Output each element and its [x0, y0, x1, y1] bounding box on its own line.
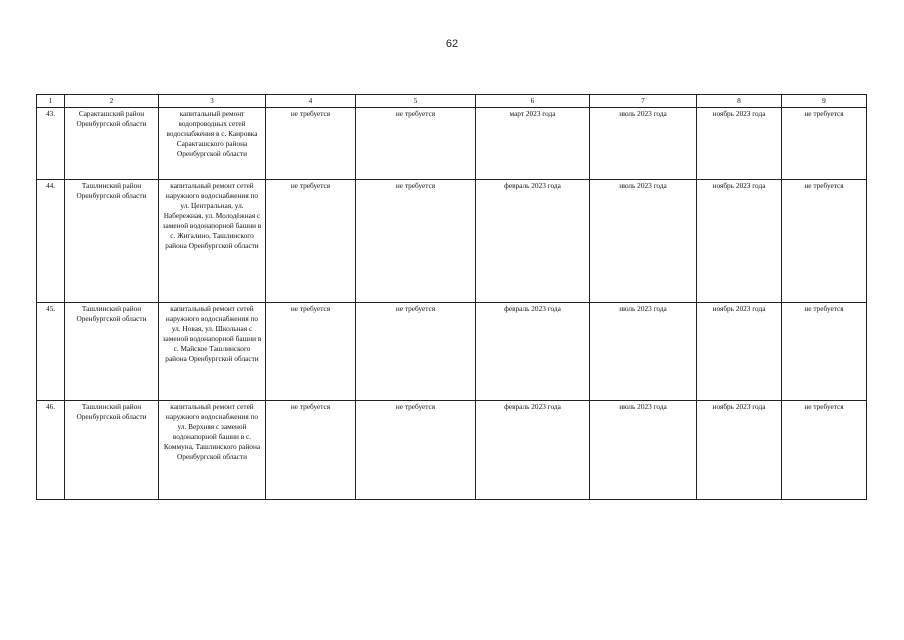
schedule-table [36, 94, 867, 500]
page-number: 62 [445, 38, 459, 50]
column-header: 7 [590, 95, 697, 108]
date-cell: ноябрь 2023 года [697, 108, 782, 180]
column-header: 3 [159, 95, 266, 108]
row-number: 45. [37, 303, 65, 401]
table-cell: не требуется [266, 303, 356, 401]
date-cell: ноябрь 2023 года [697, 401, 782, 500]
table-cell: не требуется [266, 108, 356, 180]
district-cell: Саракташский район Оренбургской области [65, 108, 159, 180]
row-number: 44. [37, 180, 65, 303]
date-cell: ноябрь 2023 года [697, 180, 782, 303]
date-cell: февраль 2023 года [476, 303, 590, 401]
table-cell: не требуется [356, 180, 476, 303]
table-cell: не требуется [782, 108, 867, 180]
work-description-cell: капитальный ремонт сетей наружного водоснабжения по ул. Центральная, ул. Набережная, ул. Молодёжная с заменой водонапорной башни в с. Жигалино, Ташлинского района Оренбургской области [159, 180, 266, 303]
column-header: 1 [37, 95, 65, 108]
table-row [37, 401, 867, 500]
table-cell: не требуется [356, 303, 476, 401]
row-number: 46. [37, 401, 65, 500]
date-cell: июль 2023 года [590, 108, 697, 180]
work-description-cell: капитальный ремонт сетей наружного водоснабжения по ул. Новая, ул. Школьная с заменой водонапорной башни в с. Майское Ташлинского района Оренбургской области [159, 303, 266, 401]
column-header: 2 [65, 95, 159, 108]
table-row [37, 303, 867, 401]
table-cell: не требуется [266, 180, 356, 303]
column-header: 4 [266, 95, 356, 108]
date-cell: февраль 2023 года [476, 180, 590, 303]
column-header: 5 [356, 95, 476, 108]
date-cell: июль 2023 года [590, 401, 697, 500]
table-cell: не требуется [782, 180, 867, 303]
column-header: 8 [697, 95, 782, 108]
date-cell: февраль 2023 года [476, 401, 590, 500]
table-row [37, 180, 867, 303]
district-cell: Ташлинский район Оренбургской области [65, 401, 159, 500]
table-cell: не требуется [782, 401, 867, 500]
district-cell: Ташлинский район Оренбургской области [65, 303, 159, 401]
date-cell: июль 2023 года [590, 180, 697, 303]
column-header: 6 [476, 95, 590, 108]
table-cell: не требуется [356, 401, 476, 500]
row-number: 43. [37, 108, 65, 180]
district-cell: Ташлинский район Оренбургской области [65, 180, 159, 303]
header-row [37, 95, 867, 108]
table-cell: не требуется [266, 401, 356, 500]
date-cell: июль 2023 года [590, 303, 697, 401]
work-description-cell: капитальный ремонт водопроводных сетей водоснабжения в с. Каировка Саракташского района Оренбургской области [159, 108, 266, 180]
work-description-cell: капитальный ремонт сетей наружного водоснабжения по ул. Верхняя с заменой водонапорной башни в с. Коммуна, Ташлинского района Оренбургской области [159, 401, 266, 500]
date-cell: март 2023 года [476, 108, 590, 180]
table-row [37, 108, 867, 180]
date-cell: ноябрь 2023 года [697, 303, 782, 401]
column-header: 9 [782, 95, 867, 108]
table-cell: не требуется [782, 303, 867, 401]
table-cell: не требуется [356, 108, 476, 180]
